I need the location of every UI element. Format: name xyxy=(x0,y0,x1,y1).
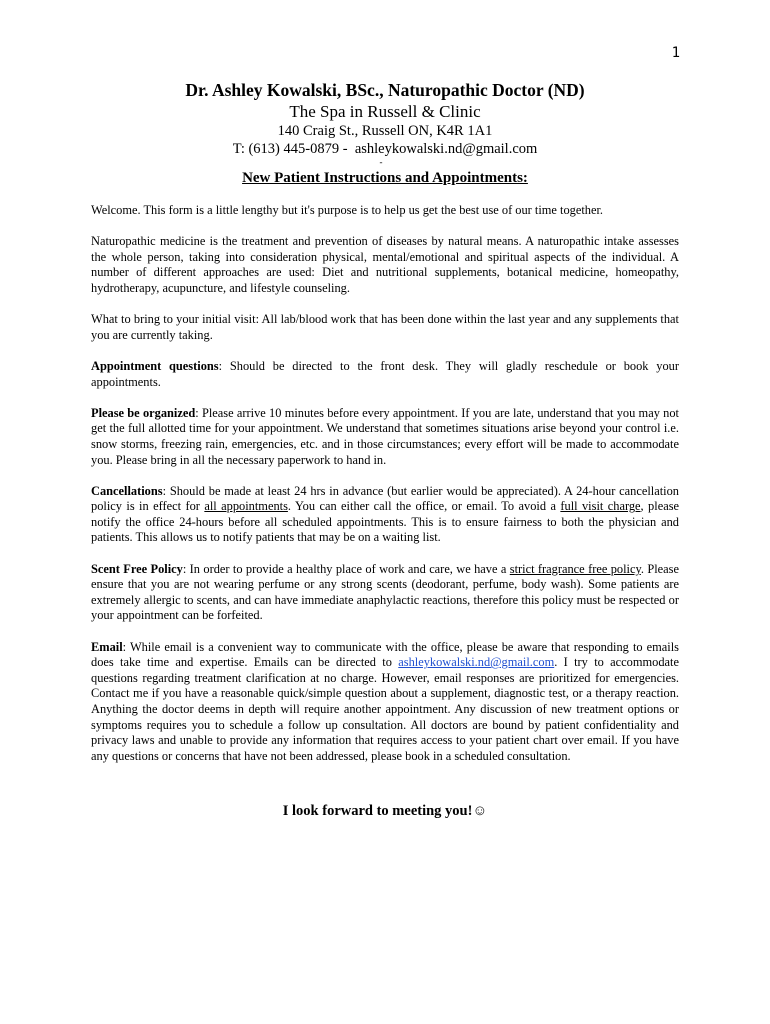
stray-dash-mark: - xyxy=(379,157,383,167)
scent-label: Scent Free Policy xyxy=(91,561,183,576)
organized-text: : Please arrive 10 minutes before every appointment. If you are late, understand that you may not get the full allotted time for your appointment. We understand that sometimes situations arise beyond your control i.e. snow storms, freezing rain, emergencies, etc. and in those circumstances; every effort will be made to accommodate you. Please bring in all the necessary paperwork to hand in. xyxy=(91,405,679,467)
email-text-2: . I try to accommodate questions regarding treatment clarification at no charge. However, email responses are prioritized for emergencies. Contact me if you have a reasonable quick/simple question about a supplement, diagnostic test, or a therapy reaction. Anything the doctor deems in depth will require another appointment. Any discussion of new treatment options or symptoms requires you to schedule a follow up consultation. All doctors are bound by patient confidentiality and privacy laws and unable to provide any information that requires access to your patient chart over email. If you have any questions or concerns that have not been addressed, please book in a scheduled consultation. xyxy=(91,655,679,763)
phone-number: T: (613) 445-0879 xyxy=(232,141,340,157)
appointment-text: : Should be directed to the front desk. They will gladly reschedule or book your appointments. xyxy=(91,358,680,389)
document-title: New Patient Instructions and Appointments: xyxy=(242,170,528,186)
email-text-1: : While email is a convenient way to communicate with the office, please be aware that responding to emails does take time and expertise. Emails can be directed to xyxy=(91,639,679,670)
document-body xyxy=(91,203,679,780)
intro-paragraph: Naturopathic medicine is the treatment and prevention of diseases by natural means. A naturopathic intake assesses the whole person, taking into consideration physical, mental/emotional and spiritual aspects of the individual. A number of different approaches are used: Diet and nutritional supplements, botanical medicine, homeopathy, hydrotherapy, acupuncture, and lifestyle counseling. xyxy=(91,234,679,295)
contact-separator: - xyxy=(339,141,355,157)
header-email: ashleykowalski.nd@gmail.com xyxy=(354,141,538,157)
welcome-paragraph: Welcome. This form is a little lengthy but it's purpose is to help us get the best use of our time together. xyxy=(91,203,604,217)
scent-text-2: . Please ensure that you are not wearing perfume or any strong scents (deodorant, perfume, body wash). Some patients are extremely allergic to scents, and can have immediate anaphylactic reactions, therefore this policy must be respected or your appointment can be forfeited. xyxy=(91,561,679,623)
clinic-name: The Spa in Russell & Clinic xyxy=(289,102,481,121)
closing-line: I look forward to meeting you!☺ xyxy=(282,803,488,819)
full-visit-charge-underline: full visit charge xyxy=(560,499,641,514)
appointment-label: Appointment questions xyxy=(91,358,219,373)
clinic-address: 140 Craig St., Russell ON, K4R 1A1 xyxy=(277,123,493,139)
cancellations-label: Cancellations xyxy=(91,483,163,498)
all-appointments-underline: all appointments xyxy=(204,499,288,514)
contact-line xyxy=(91,140,679,158)
scent-text-1: : In order to provide a healthy place of work and care, we have a xyxy=(182,561,510,576)
fragrance-policy-underline: strict fragrance free policy xyxy=(509,561,641,576)
organized-label: Please be organized xyxy=(91,405,196,420)
page-number: 1 xyxy=(671,45,680,61)
cancellations-paragraph xyxy=(91,484,679,546)
cancellations-text-3: , please notify the office 24-hours before all scheduled appointments. This is to ensure fairness to both the physician and patients. This allows us to notify patients that may be on a waiting list. xyxy=(91,499,680,545)
organized-paragraph xyxy=(91,406,679,468)
cancellations-text-2: . You can either call the office, or email. To avoid a xyxy=(287,499,561,514)
doctor-name: Dr. Ashley Kowalski, BSc., Naturopathic Doctor (ND) xyxy=(185,80,585,100)
letterhead xyxy=(91,80,679,187)
scent-paragraph xyxy=(91,562,679,624)
cancellations-text-1: : Should be made at least 24 hrs in advance (but earlier would be appreciated). A 24-hour cancellation policy is in effect for xyxy=(91,483,679,514)
appointment-paragraph xyxy=(91,359,679,390)
email-label: Email xyxy=(91,639,123,654)
email-link[interactable]: ashleykowalski.nd@gmail.com xyxy=(398,655,555,670)
bring-paragraph: What to bring to your initial visit: All lab/blood work that has been done within the last year and any supplements that you are currently taking. xyxy=(91,312,679,342)
email-paragraph xyxy=(91,640,679,765)
